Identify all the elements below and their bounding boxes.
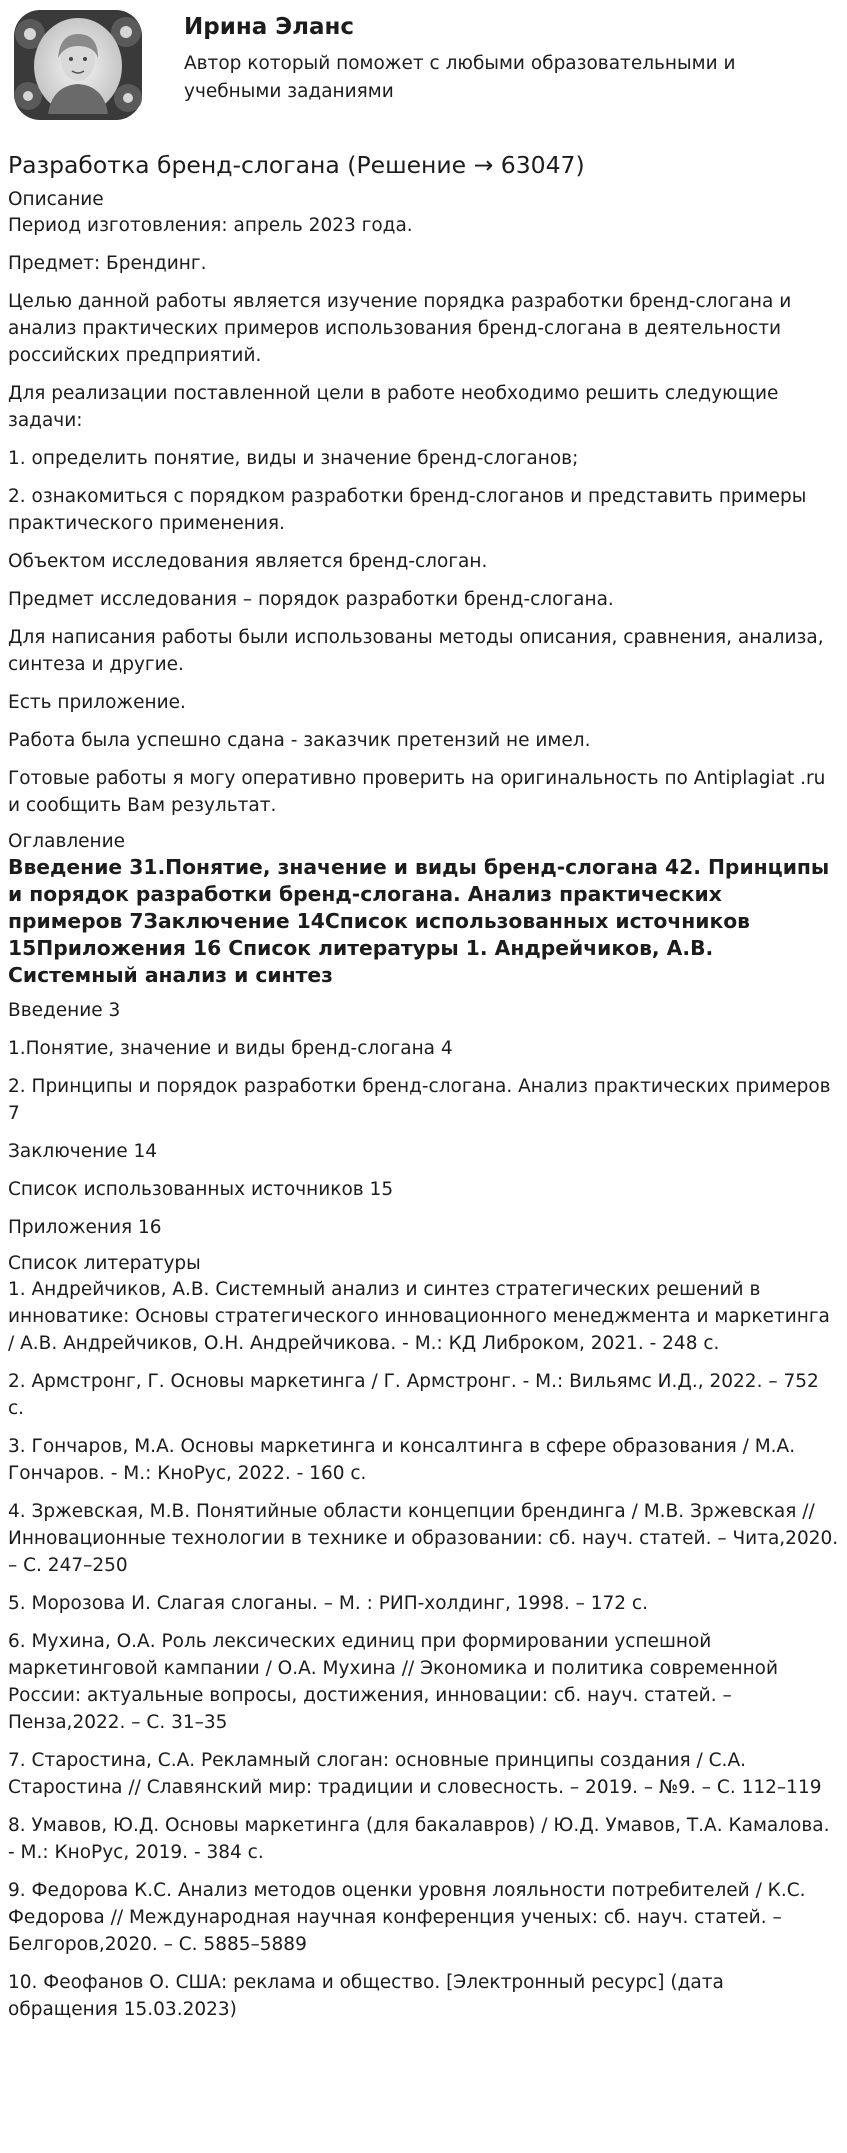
description-paragraph: Работа была успешно сдана - заказчик претензий не имел. bbox=[8, 730, 591, 751]
toc-item: Введение 3 bbox=[8, 1000, 121, 1021]
description-paragraph: Предмет: Брендинг. bbox=[8, 253, 207, 274]
description-paragraph: Для реализации поставленной цели в работе необходимо решить следующие задачи: bbox=[8, 383, 779, 431]
literature-item: 8. Умавов, Ю.Д. Основы маркетинга (для бакалавров) / Ю.Д. Умавов, Т.А. Камалова. - М.: КноРус, 2019. - 384 с. bbox=[8, 1815, 830, 1863]
literature-item: 10. Феофанов О. США: реклама и общество. [Электронный ресурс] (дата обращения 15.03.2023) bbox=[8, 1972, 724, 2020]
description-paragraph: Целью данной работы является изучение порядка разработки бренд-слогана и анализ практических примеров использования бренд-слогана в деятельности российских предприятий. bbox=[8, 291, 792, 366]
toc-label: Оглавление bbox=[8, 831, 126, 852]
literature-item: 9. Федорова К.С. Анализ методов оценки уровня лояльности потребителей / К.С. Федорова // Международная научная конференция ученых: сб. науч. статей. – Белгоров,2020. – С. 5885–5889 bbox=[8, 1880, 806, 1955]
author-description: Автор который поможет с любыми образовательными и учебными заданиями bbox=[184, 53, 736, 102]
literature-item: 4. Зржевская, М.В. Понятийные области концепции брендинга / М.В. Зржевская // Инновационные технологии в технике и образовании: сб. науч. статей. – Чита,2020. – С. 247–250 bbox=[8, 1501, 839, 1576]
toc-item: Приложения 16 bbox=[8, 1217, 162, 1238]
literature-item: 2. Армстронг, Г. Основы маркетинга / Г. Армстронг. - М.: Вильямс И.Д., 2022. – 752 с. bbox=[8, 1371, 819, 1419]
avatar-image bbox=[8, 6, 148, 124]
toc-summary: Введение 31.Понятие, значение и виды бренд-слогана 42. Принципы и порядок разработки бренд-слогана. Анализ практических примеров 7Заключение 14Список использованных источников 15Приложения 16 Список литературы 1. Андрейчиков, А.В. Системный анализ и синтез bbox=[8, 855, 830, 987]
description-label: Описание bbox=[8, 189, 104, 210]
literature-item: 3. Гончаров, М.А. Основы маркетинга и консалтинга в сфере образования / М.А. Гончаров. - М.: КноРус, 2022. - 160 с. bbox=[8, 1436, 796, 1484]
description-section bbox=[8, 188, 839, 819]
description-paragraph: Период изготовления: апрель 2023 года. bbox=[8, 215, 413, 236]
author-card bbox=[8, 0, 839, 136]
description-paragraph: Для написания работы были использованы методы описания, сравнения, анализа, синтеза и другие. bbox=[8, 627, 824, 675]
description-paragraph: Предмет исследования – порядок разработки бренд-слогана. bbox=[8, 589, 614, 610]
author-info bbox=[184, 6, 764, 106]
description-paragraph: Есть приложение. bbox=[8, 692, 186, 713]
literature-item: 7. Старостина, С.А. Рекламный слоган: основные принципы создания / С.А. Старостина // Славянский мир: традиции и словесность. – 2019. – №9. – С. 112–119 bbox=[8, 1750, 822, 1798]
toc-item: Заключение 14 bbox=[8, 1141, 158, 1162]
toc-item: 1.Понятие, значение и виды бренд-слогана 4 bbox=[8, 1038, 453, 1059]
literature-label: Список литературы bbox=[8, 1253, 201, 1274]
avatar[interactable] bbox=[8, 6, 148, 124]
toc-item: 2. Принципы и порядок разработки бренд-слогана. Анализ практических примеров 7 bbox=[8, 1076, 831, 1124]
toc-item: Список использованных источников 15 bbox=[8, 1179, 394, 1200]
page-title: Разработка бренд-слогана (Решение → 63047) bbox=[8, 151, 585, 179]
description-paragraph: Объектом исследования является бренд-слоган. bbox=[8, 551, 488, 572]
toc-section bbox=[8, 830, 839, 1241]
literature-item: 1. Андрейчиков, А.В. Системный анализ и синтез стратегических решений в инноватике: Основы стратегического инновационного менеджмента и маркетинга / А.В. Андрейчиков, О.Н. Андрейчикова. - М.: КД Либроком, 2021. - 248 с. bbox=[8, 1279, 830, 1354]
description-paragraph: Готовые работы я могу оперативно проверить на оригинальность по Antiplagiat .ru и сообщить Вам результат. bbox=[8, 768, 826, 816]
description-paragraph: 2. ознакомиться с порядком разработки бренд-слоганов и представить примеры практического применения. bbox=[8, 486, 807, 534]
author-name[interactable]: Ирина Эланс bbox=[184, 14, 355, 40]
literature-section bbox=[8, 1252, 839, 2023]
literature-item: 5. Морозова И. Слагая слоганы. – М. : РИП-холдинг, 1998. – 172 с. bbox=[8, 1593, 648, 1614]
literature-item: 6. Мухина, О.А. Роль лексических единиц при формировании успешной маркетинговой кампании / О.А. Мухина // Экономика и политика современной России: актуальные вопросы, достижения, инновации: сб. науч. статей. – Пенза,2022. – С. 31–35 bbox=[8, 1631, 779, 1733]
description-paragraph: 1. определить понятие, виды и значение бренд-слоганов; bbox=[8, 448, 579, 469]
